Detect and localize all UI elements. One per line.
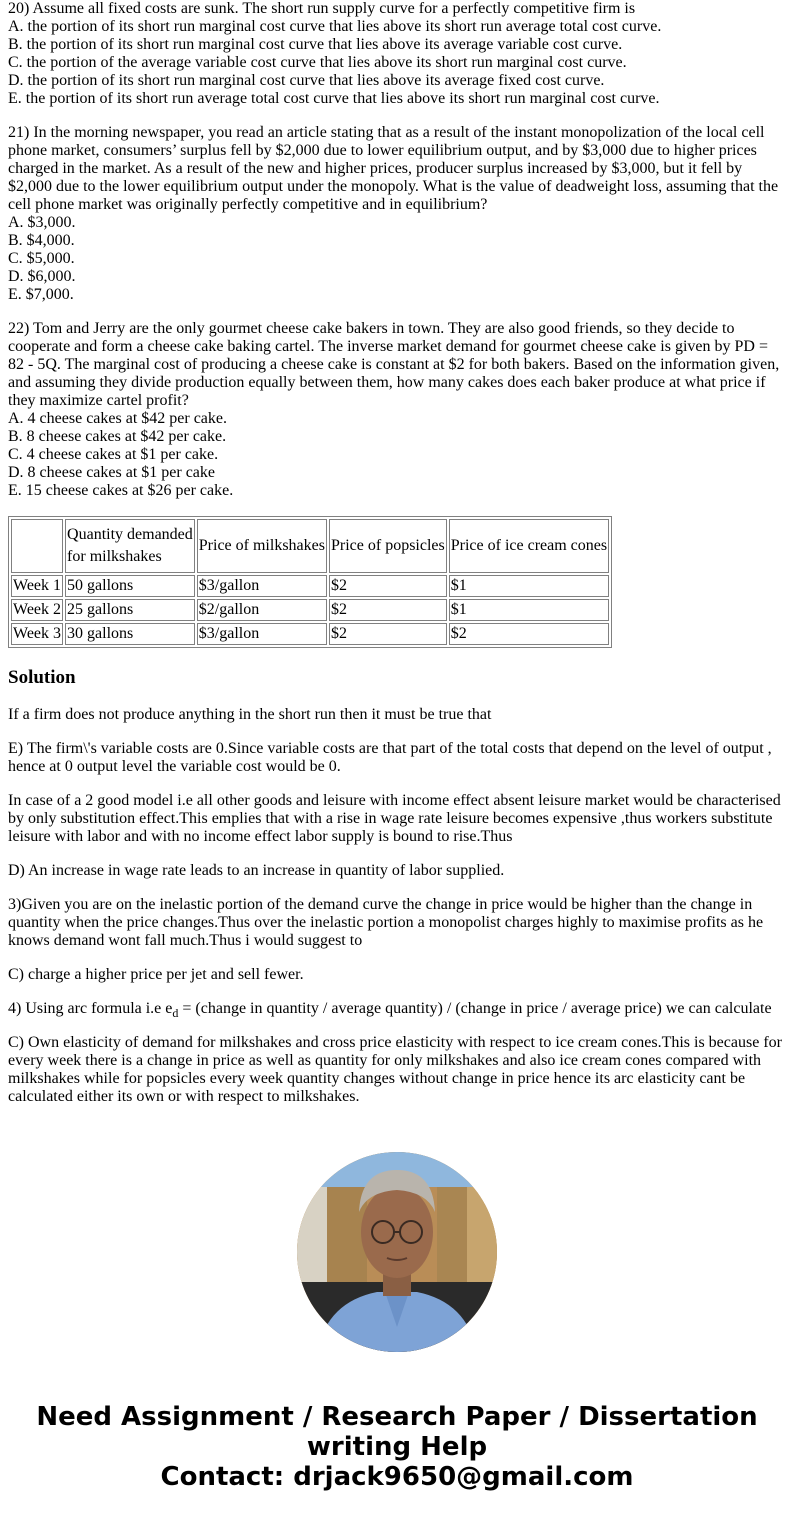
cell-price-cones: $1	[449, 575, 609, 597]
promo-banner	[0, 1402, 794, 1516]
solution-paragraph: If a firm does not produce anything in the short run then it must be true that	[8, 706, 492, 723]
header-quantity-demanded: Quantity demanded for milkshakes	[65, 519, 195, 573]
option-b: B. $4,000.	[8, 232, 75, 249]
cell-week: Week 2	[11, 599, 63, 621]
promo-line-2: writing Help	[306, 1432, 488, 1462]
option-a: A. $3,000.	[8, 214, 76, 231]
option-c: C. the portion of the average variable cost curve that lies above its short run marginal cost curve.	[8, 54, 627, 71]
solution-paragraph: 3)Given you are on the inelastic portion of the demand curve the change in price would be higher than the change in quantity when the price changes.Thus over the inelastic portion a monopolist charges highly to maximise profits as he knows demand wont fall much.Thus i would suggest to	[8, 896, 764, 949]
option-e: E. the portion of its short run average total cost curve that lies above its short run marginal cost curve.	[8, 90, 660, 107]
cell-price-milkshakes: $2/gallon	[197, 599, 327, 621]
cell-price-milkshakes: $3/gallon	[197, 623, 327, 645]
solution-paragraph: D) An increase in wage rate leads to an increase in quantity of labor supplied.	[8, 862, 505, 879]
option-b: B. 8 cheese cakes at $42 per cake.	[8, 428, 227, 445]
promo-contact: Contact: drjack9650@gmail.com	[160, 1462, 634, 1492]
cell-week: Week 1	[11, 575, 63, 597]
formula-subscript: d	[172, 1006, 179, 1020]
cell-price-popsicles: $2	[329, 599, 447, 621]
solution-paragraph: E) The firm\'s variable costs are 0.Since variable costs are that part of the total costs that depend on the level of output , hence at 0 output level the variable cost would be 0.	[8, 740, 772, 775]
option-c: C. 4 cheese cakes at $1 per cake.	[8, 446, 219, 463]
option-d: D. 8 cheese cakes at $1 per cake	[8, 464, 215, 481]
question-stem: 20) Assume all fixed costs are sunk. The short run supply curve for a perfectly competitive firm is	[8, 0, 636, 17]
solution-final-answer: C) Own elasticity of demand for milkshakes and cross price elasticity with respect to ice cream cones.This is because for every week there is a change in price as well as quantity for only milkshakes and also ice cream cones compared with milkshakes while for popsicles every week quantity changes without change in price hence its arc elasticity cant be calculated either its own or with respect to milkshakes.	[8, 1034, 782, 1105]
header-price-popsicles: Price of popsicles	[329, 519, 447, 573]
cell-quantity: 30 gallons	[65, 623, 195, 645]
cell-price-cones: $2	[449, 623, 609, 645]
solution-paragraph: C) charge a higher price per jet and sell fewer.	[8, 966, 304, 983]
cell-price-milkshakes: $3/gallon	[197, 575, 327, 597]
header-price-milkshakes: Price of milkshakes	[197, 519, 327, 573]
header-price-ice-cream-cones: Price of ice cream cones	[449, 519, 609, 573]
cell-price-cones: $1	[449, 599, 609, 621]
option-d: D. $6,000.	[8, 268, 76, 285]
option-a: A. 4 cheese cakes at $42 per cake.	[8, 410, 227, 427]
portrait-photo-icon	[297, 1152, 497, 1352]
question-stem: 22) Tom and Jerry are the only gourmet cheese cake bakers in town. They are also good friends, so they decide to cooperate and form a cheese cake baking cartel. The inverse market demand for gourmet cheese cake is given by PD = 82 - 5Q. The marginal cost of producing a cheese cake is constant at $2 for both bakers. Based on the information given, and assuming they divide production equally between them, how many cakes does each baker produce at what price if they maximize cartel profit?	[8, 320, 780, 409]
table-header-row	[11, 519, 609, 573]
option-c: C. $5,000.	[8, 250, 75, 267]
cell-quantity: 25 gallons	[65, 599, 195, 621]
formula-prefix: 4) Using arc formula i.e e	[8, 1000, 173, 1017]
option-d: D. the portion of its short run marginal cost curve that lies above its average fixed cost curve.	[8, 72, 605, 89]
table-row	[11, 623, 609, 645]
table-row	[11, 575, 609, 597]
solution-heading: Solution	[8, 667, 76, 688]
cell-quantity: 50 gallons	[65, 575, 195, 597]
question-stem: 21) In the morning newspaper, you read an article stating that as a result of the instant monopolization of the local cell phone market, consumers’ surplus fell by $2,000 due to lower equilibrium output, and by $3,000 due to higher prices charged in the market. As a result of the new and higher prices, producer surplus increased by $3,000, but it fell by $2,000 due to the lower equilibrium output under the monopoly. What is the value of deadweight loss, assuming that the cell phone market was originally perfectly competitive and in equilibrium?	[8, 124, 779, 213]
formula-suffix: = (change in quantity / average quantity) / (change in price / average price) we can calculate	[178, 1000, 772, 1017]
option-b: B. the portion of its short run marginal cost curve that lies above its average variable cost curve.	[8, 36, 623, 53]
option-e: E. $7,000.	[8, 286, 74, 303]
question-21	[8, 124, 786, 304]
header-cell-empty	[11, 519, 63, 573]
arc-formula-paragraph	[8, 1000, 786, 1018]
promo-line-1: Need Assignment / Research Paper / Dissertation	[36, 1402, 758, 1432]
option-a: A. the portion of its short run marginal cost curve that lies above its short run average total cost curve.	[8, 18, 662, 35]
author-avatar	[297, 1152, 497, 1352]
table-row	[11, 599, 609, 621]
solution-paragraph: In case of a 2 good model i.e all other goods and leisure with income effect absent leisure market would be characterised by only substitution effect.This emplies that with a rise in wage rate leisure becomes expensive ,thus workers substitute leisure with labor and with no income effect labor supply is bound to rise.Thus	[8, 792, 781, 845]
avatar-container	[0, 1152, 794, 1352]
option-e: E. 15 cheese cakes at $26 per cake.	[8, 482, 234, 499]
milkshake-data-table	[8, 516, 612, 648]
question-22	[8, 320, 786, 500]
question-20	[8, 0, 786, 108]
cell-price-popsicles: $2	[329, 623, 447, 645]
cell-price-popsicles: $2	[329, 575, 447, 597]
cell-week: Week 3	[11, 623, 63, 645]
